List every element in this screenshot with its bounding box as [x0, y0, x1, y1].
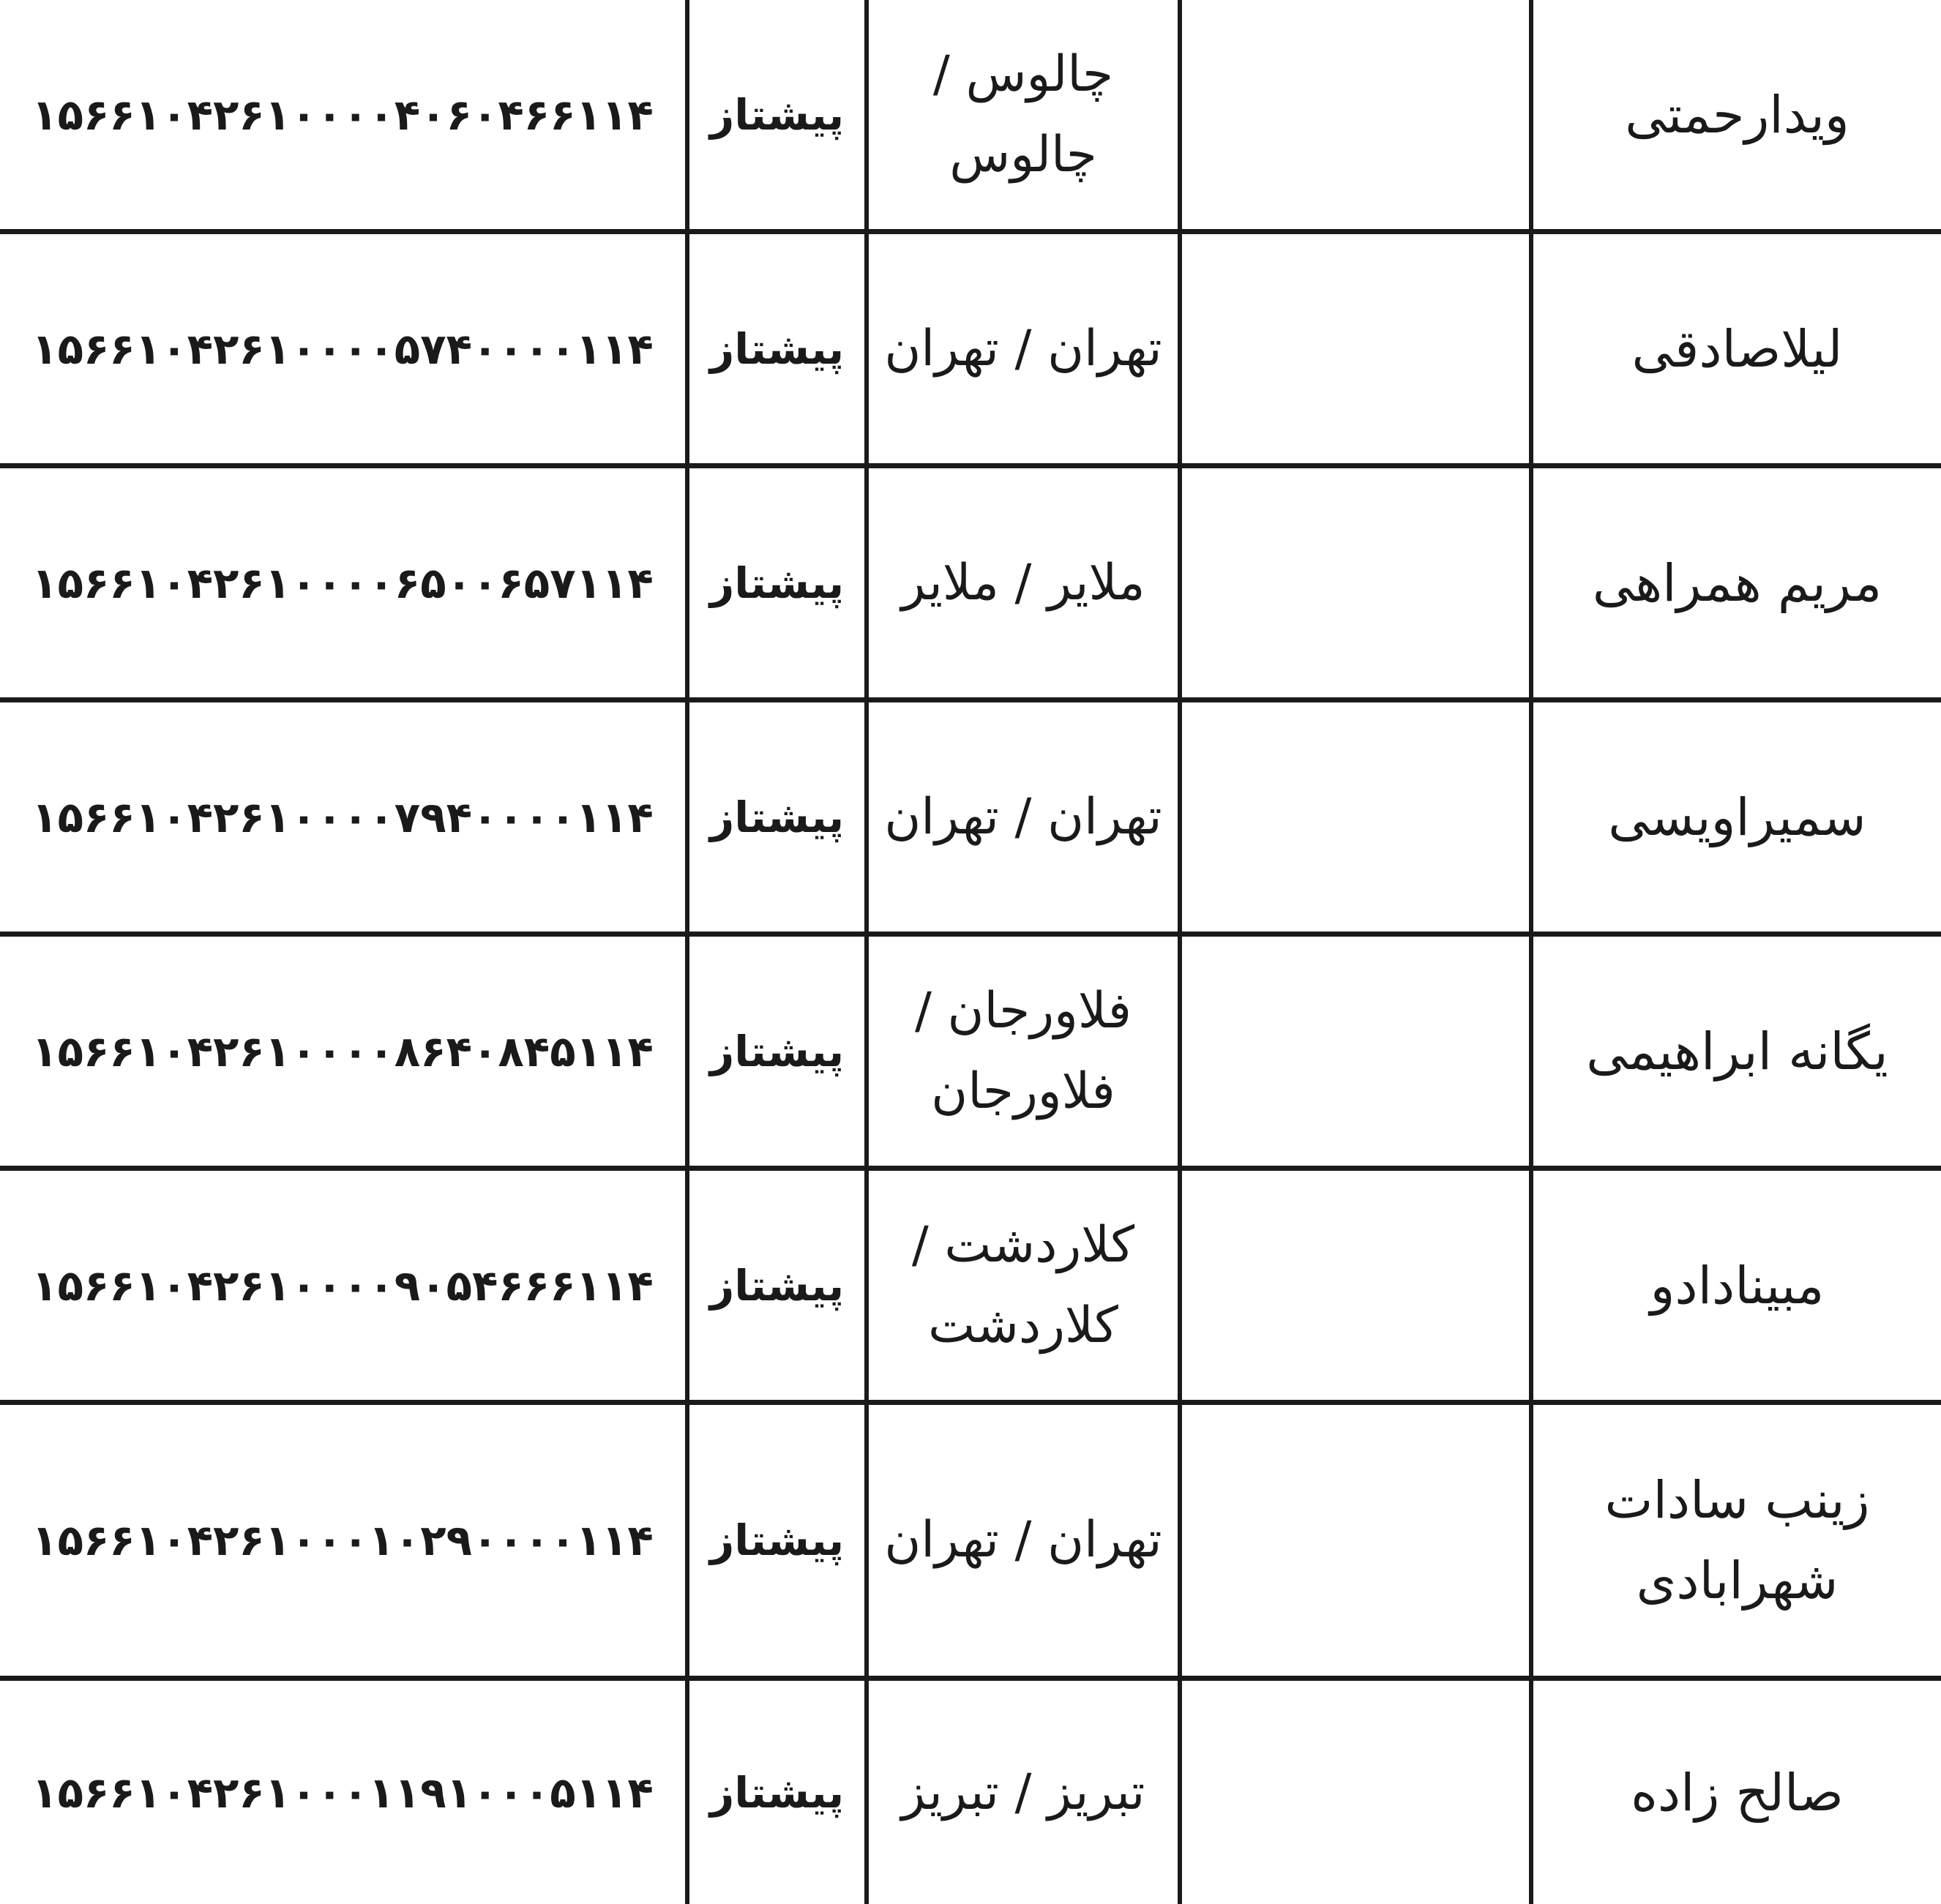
recipient-name: لیلاصادقی: [1533, 234, 1941, 468]
empty-cell: [1182, 0, 1533, 234]
city: تبریز / تبریز: [869, 1681, 1182, 1904]
empty-cell: [1182, 234, 1533, 468]
city: تهران / تهران: [869, 234, 1182, 468]
tracking-code: ۱۵۶۶۱۰۴۲۶۱۰۰۰۰۸۶۴۰۸۴۵۱۱۴: [0, 937, 689, 1171]
shipping-type: پیشتاز: [689, 0, 869, 234]
recipient-name: مریم همراهی: [1533, 468, 1941, 702]
shipping-type: پیشتاز: [689, 468, 869, 702]
shipping-type: پیشتاز: [689, 702, 869, 937]
recipient-name: سمیراویسی: [1533, 702, 1941, 937]
tracking-code: ۱۵۶۶۱۰۴۲۶۱۰۰۰۰۵۷۴۰۰۰۰۱۱۴: [0, 234, 689, 468]
recipient-name: صالح زاده: [1631, 1762, 1844, 1823]
recipient-name: زینب سادات شهرابادی: [1533, 1405, 1941, 1681]
shipping-type: پیشتاز: [689, 937, 869, 1171]
empty-cell: [1182, 1171, 1533, 1405]
empty-cell: [1182, 937, 1533, 1171]
empty-cell: [1182, 702, 1533, 937]
shipping-type: پیشتاز: [689, 1171, 869, 1405]
empty-cell: [1182, 1681, 1533, 1904]
tracking-code: ۱۵۶۶۱۰۴۲۶۱۰۰۰۱۱۹۱۰۰۰۵۱۱۴: [0, 1681, 689, 1904]
city: کلاردشت / کلاردشت: [869, 1171, 1182, 1405]
shipping-type: پیشتاز: [689, 234, 869, 468]
city: تهران / تهران: [869, 1405, 1182, 1681]
tracking-code: ۱۵۶۶۱۰۴۲۶۱۰۰۰۰۹۰۵۴۶۶۶۱۱۴: [0, 1171, 689, 1405]
recipient-name: یگانه ابراهیمی: [1533, 937, 1941, 1171]
recipient-name: مبینادادو: [1533, 1171, 1941, 1405]
empty-cell: [1182, 468, 1533, 702]
empty-cell: [1182, 1405, 1533, 1681]
tracking-code: ۱۵۶۶۱۰۴۲۶۱۰۰۰۱۰۲۹۰۰۰۰۱۱۴: [0, 1405, 689, 1681]
tracking-code: ۱۵۶۶۱۰۴۲۶۱۰۰۰۰۴۰۶۰۴۶۶۱۱۴: [0, 0, 689, 234]
tracking-code: ۱۵۶۶۱۰۴۲۶۱۰۰۰۰۷۹۴۰۰۰۰۱۱۴: [0, 702, 689, 937]
recipient-name: ویدارحمتی: [1533, 0, 1941, 234]
city: فلاورجان / فلاورجان: [869, 937, 1182, 1171]
city: ملایر / ملایر: [869, 468, 1182, 702]
city: تهران / تهران: [869, 702, 1182, 937]
shipping-type: پیشتاز: [689, 1405, 869, 1681]
shipping-type: پیشتاز: [689, 1681, 869, 1904]
tracking-code: ۱۵۶۶۱۰۴۲۶۱۰۰۰۰۶۵۰۰۶۵۷۱۱۴: [0, 468, 689, 702]
city: چالوس / چالوس: [869, 0, 1182, 234]
